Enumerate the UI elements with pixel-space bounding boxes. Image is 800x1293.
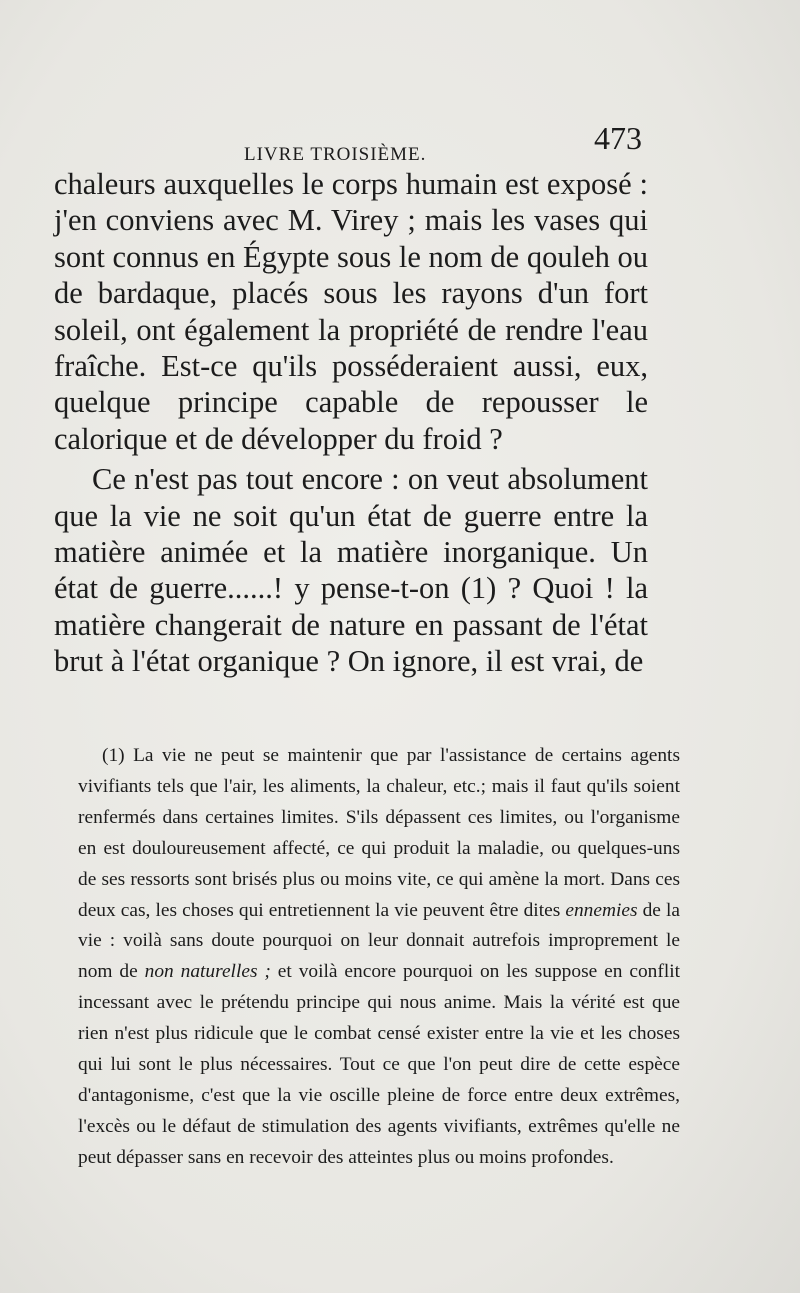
main-text xyxy=(54,166,648,680)
footnote-text-1: (1) La vie ne peut se maintenir que par l'assistance de certains agents vivifiants tels que l'air, les aliments, la chaleur, etc.; mais il faut qu'ils soient renfermés dans certaines limites. S'ils dépassent ces limites, ou l'organisme en est douloureusement affecté, ce qui produit la maladie, ou quelques-uns de ses ressorts sont brisés plus ou moins vite, ce qui amène la mort. Dans ces deux cas, les choses qui entretiennent la vie peuvent être dites xyxy=(78,745,680,921)
footnote-emphasis-ennemies: ennemies xyxy=(565,899,638,921)
paragraph-2: Ce n'est pas tout encore : on veut absolument que la vie ne soit qu'un état de guerre entre la matière animée et la matière inorganique. Un état de guerre......! y pense-t-on (1) ? Quoi ! la matière changerait de nature en passant de l'état brut à l'état organique ? On ignore, il est vrai, de xyxy=(54,462,648,679)
running-title: LIVRE TROISIÈME. xyxy=(244,144,427,165)
running-head xyxy=(0,118,800,168)
page-number: 473 xyxy=(594,120,642,156)
footnote-text-3: et voilà encore pourquoi on les suppose en conflit incessant avec le prétendu principe qui nous anime. Mais la vérité est que rien n'est plus ridicule que le combat censé exister entre la vie et les choses qui lui sont le plus nécessaires. Tout ce que l'on peut dire de cette espèce d'antagonisme, c'est que la vie oscille pleine de force entre deux extrêmes, l'excès ou le défaut de stimulation des agents vivifiants, extrêmes qu'elle ne peut dépasser sans en recevoir des atteintes plus ou moins profondes. xyxy=(78,961,680,1168)
footnote xyxy=(78,741,680,1174)
footnote-emphasis-non-naturelles: non naturelles ; xyxy=(144,961,271,983)
paragraph-1: chaleurs auxquelles le corps humain est exposé : j'en conviens avec M. Virey ; mais les vases qui sont connus en Égypte sous le nom de qouleh ou de bardaque, placés sous les rayons d'un fort soleil, ont également la propriété de rendre l'eau fraîche. Est-ce qu'ils posséderaient aussi, eux, quelque principe capable de repousser le calorique et de développer du froid ? xyxy=(54,167,648,456)
footnote-text-2: de la vie : voilà sans doute pourquoi on leur donnait autrefois improprement le nom de xyxy=(78,899,680,983)
